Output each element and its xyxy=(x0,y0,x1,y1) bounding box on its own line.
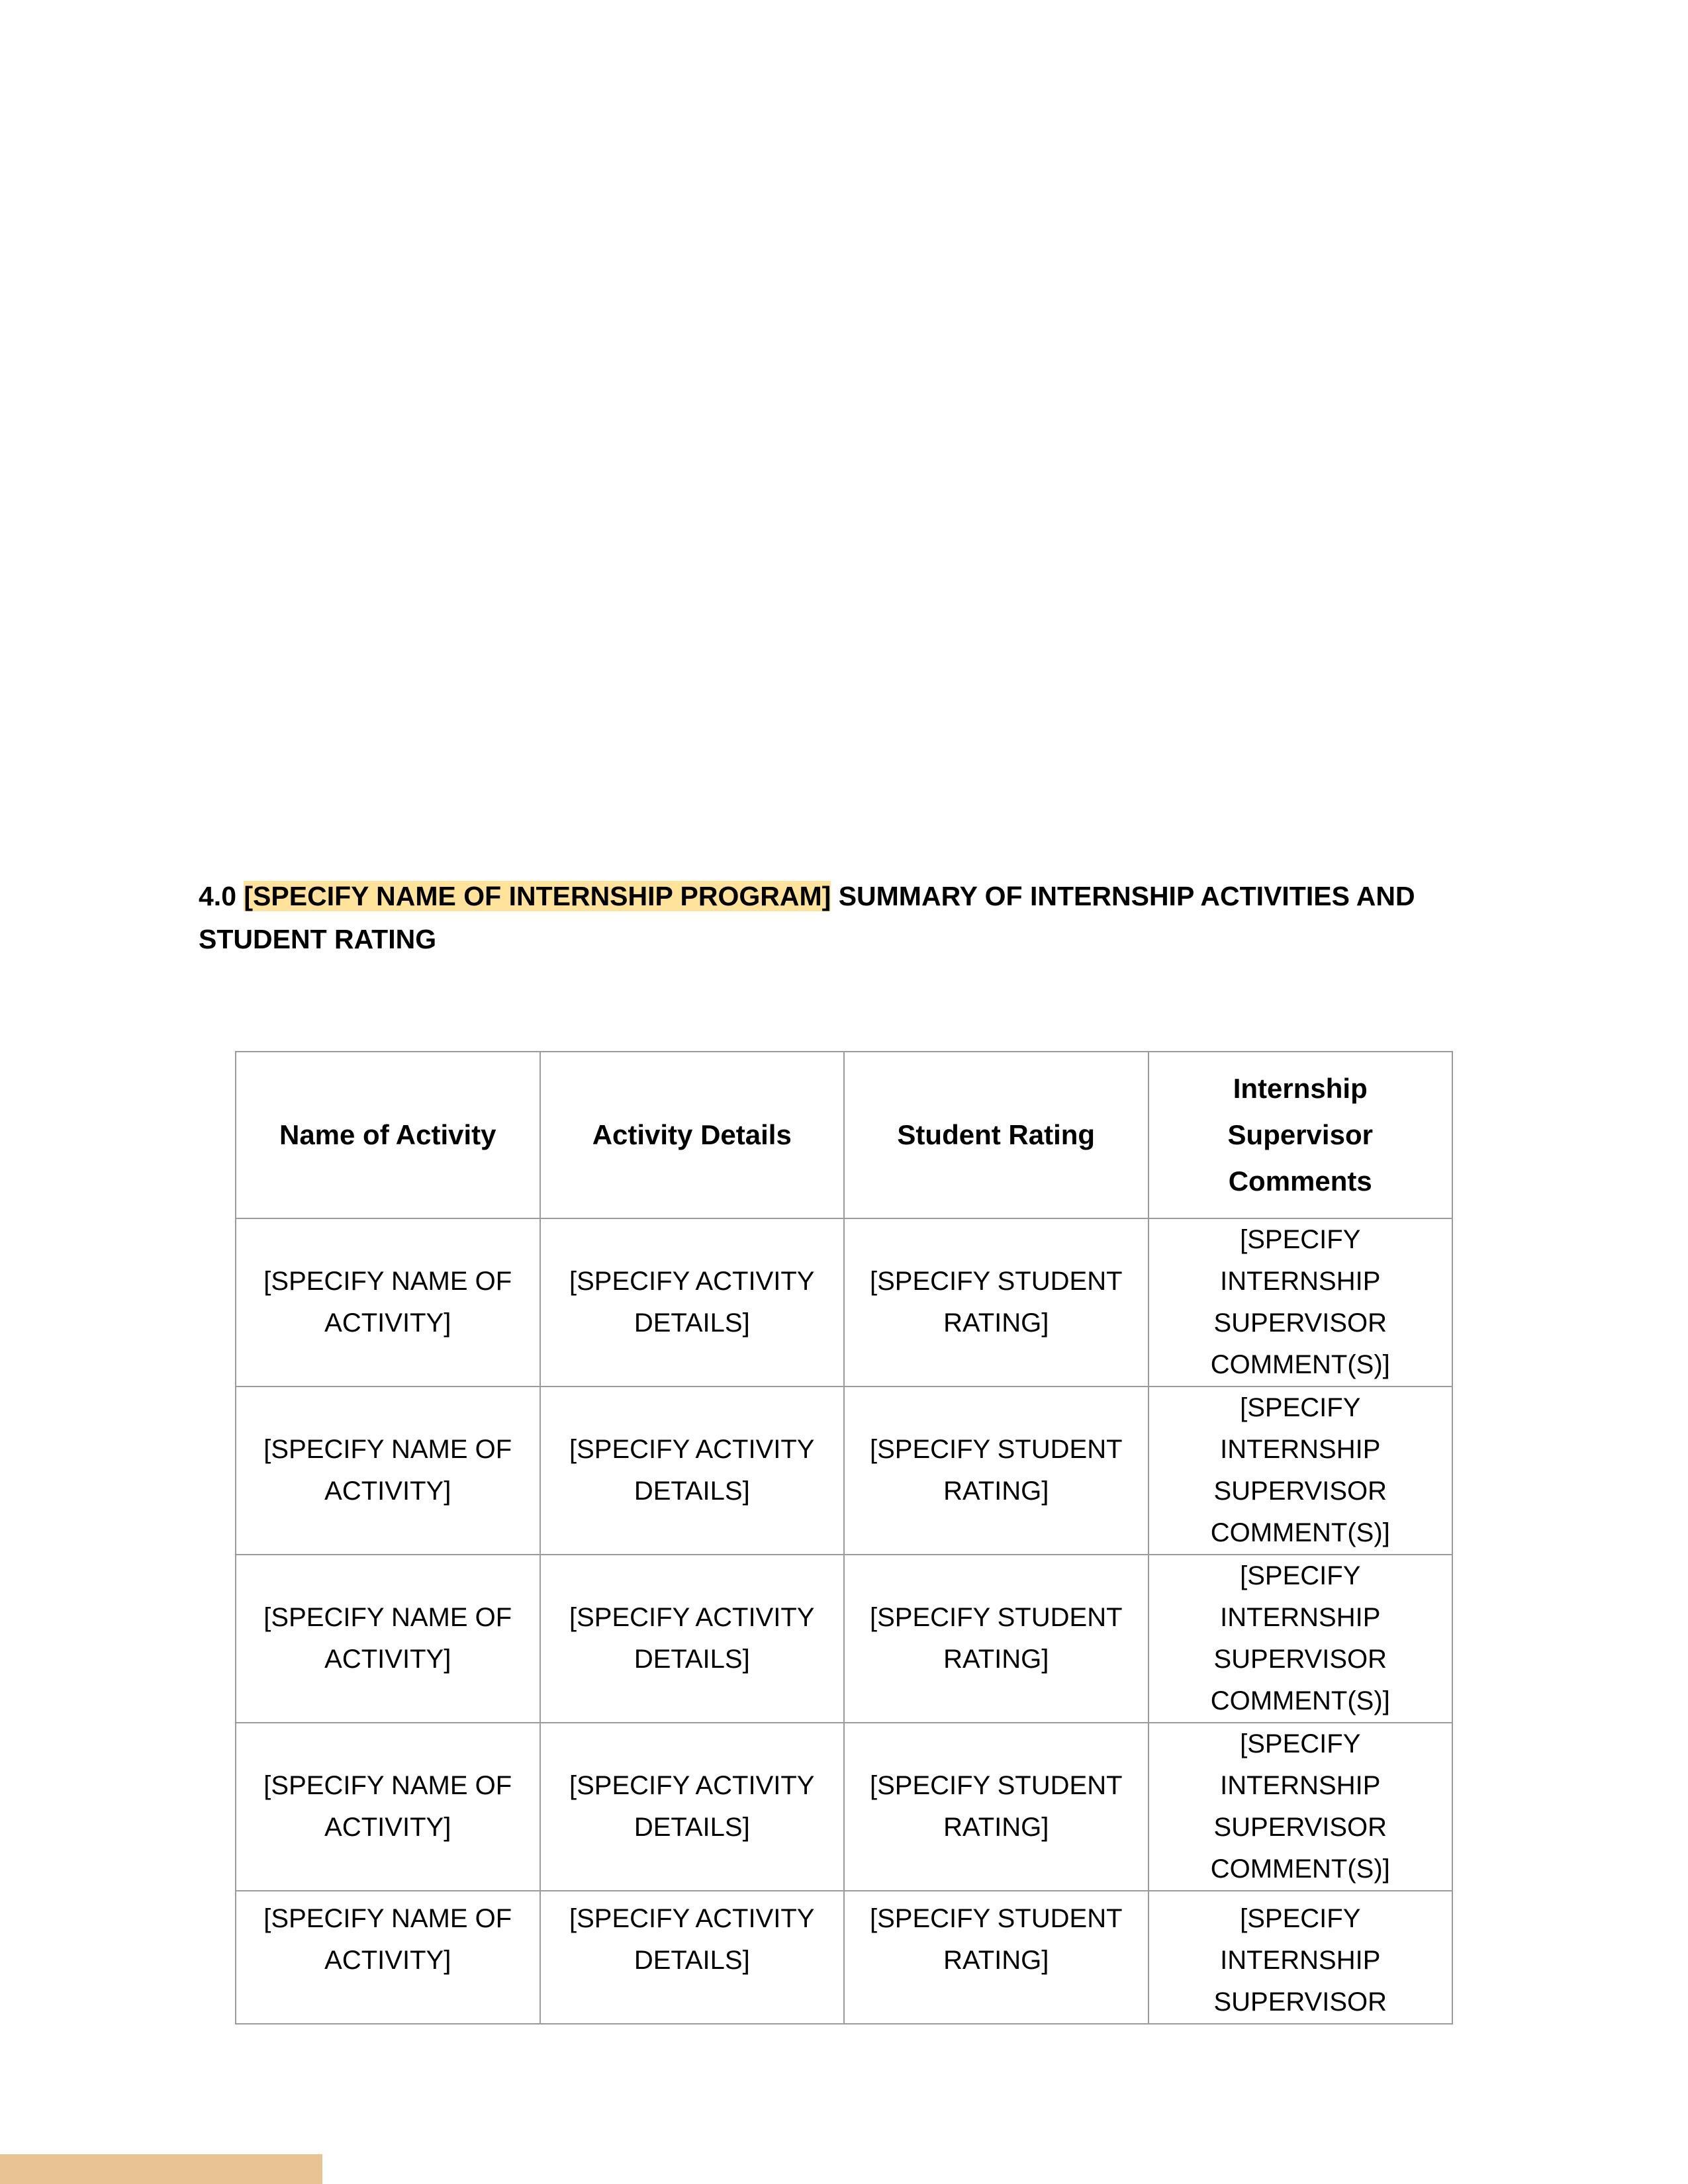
section-number: 4.0 xyxy=(199,881,236,911)
cell-student-rating[interactable]: [SPECIFY STUDENT RATING] xyxy=(844,1555,1149,1723)
cell-student-rating[interactable]: [SPECIFY STUDENT RATING] xyxy=(844,1387,1149,1555)
section-heading xyxy=(199,875,1496,961)
program-name-placeholder[interactable]: [SPECIFY NAME OF INTERNSHIP PROGRAM] xyxy=(244,881,831,911)
cell-student-rating[interactable]: [SPECIFY STUDENT RATING] xyxy=(844,1218,1149,1387)
cell-supervisor-comments[interactable]: [SPECIFY INTERNSHIP SUPERVISOR COMMENT(S)] xyxy=(1149,1723,1453,1891)
table-row xyxy=(236,1891,1452,2024)
table-header-row xyxy=(236,1052,1452,1218)
table-row xyxy=(236,1555,1452,1723)
table-row xyxy=(236,1218,1452,1387)
activities-table-container xyxy=(235,1051,1453,2025)
cell-supervisor-comments[interactable]: [SPECIFY INTERNSHIP SUPERVISOR COMMENT(S)] xyxy=(1149,1387,1453,1555)
table-row xyxy=(236,1723,1452,1891)
cell-activity-name[interactable]: [SPECIFY NAME OF ACTIVITY] xyxy=(236,1387,540,1555)
cell-activity-name[interactable]: [SPECIFY NAME OF ACTIVITY] xyxy=(236,1555,540,1723)
section-title: SUMMARY OF INTERNSHIP ACTIVITIES AND STUDENT RATING xyxy=(199,881,1415,954)
cell-activity-details[interactable]: [SPECIFY ACTIVITY DETAILS] xyxy=(540,1387,845,1555)
cell-student-rating[interactable]: [SPECIFY STUDENT RATING] xyxy=(844,1723,1149,1891)
header-supervisor-comments: Internship Supervisor Comments xyxy=(1149,1052,1453,1218)
header-student-rating: Student Rating xyxy=(844,1052,1149,1218)
header-name-of-activity: Name of Activity xyxy=(236,1052,540,1218)
cell-activity-details[interactable]: [SPECIFY ACTIVITY DETAILS] xyxy=(540,1891,845,2024)
cell-activity-name[interactable]: [SPECIFY NAME OF ACTIVITY] xyxy=(236,1218,540,1387)
cell-activity-details[interactable]: [SPECIFY ACTIVITY DETAILS] xyxy=(540,1218,845,1387)
cell-activity-name[interactable]: [SPECIFY NAME OF ACTIVITY] xyxy=(236,1723,540,1891)
footer-accent-bar xyxy=(0,2154,322,2184)
cell-supervisor-comments[interactable]: [SPECIFY INTERNSHIP SUPERVISOR xyxy=(1149,1891,1453,2024)
cell-activity-name[interactable]: [SPECIFY NAME OF ACTIVITY] xyxy=(236,1891,540,2024)
cell-activity-details[interactable]: [SPECIFY ACTIVITY DETAILS] xyxy=(540,1723,845,1891)
cell-student-rating[interactable]: [SPECIFY STUDENT RATING] xyxy=(844,1891,1149,2024)
cell-supervisor-comments[interactable]: [SPECIFY INTERNSHIP SUPERVISOR COMMENT(S)] xyxy=(1149,1555,1453,1723)
cell-supervisor-comments[interactable]: [SPECIFY INTERNSHIP SUPERVISOR COMMENT(S)] xyxy=(1149,1218,1453,1387)
table-row xyxy=(236,1387,1452,1555)
header-activity-details: Activity Details xyxy=(540,1052,845,1218)
cell-activity-details[interactable]: [SPECIFY ACTIVITY DETAILS] xyxy=(540,1555,845,1723)
activities-table xyxy=(235,1051,1453,2025)
